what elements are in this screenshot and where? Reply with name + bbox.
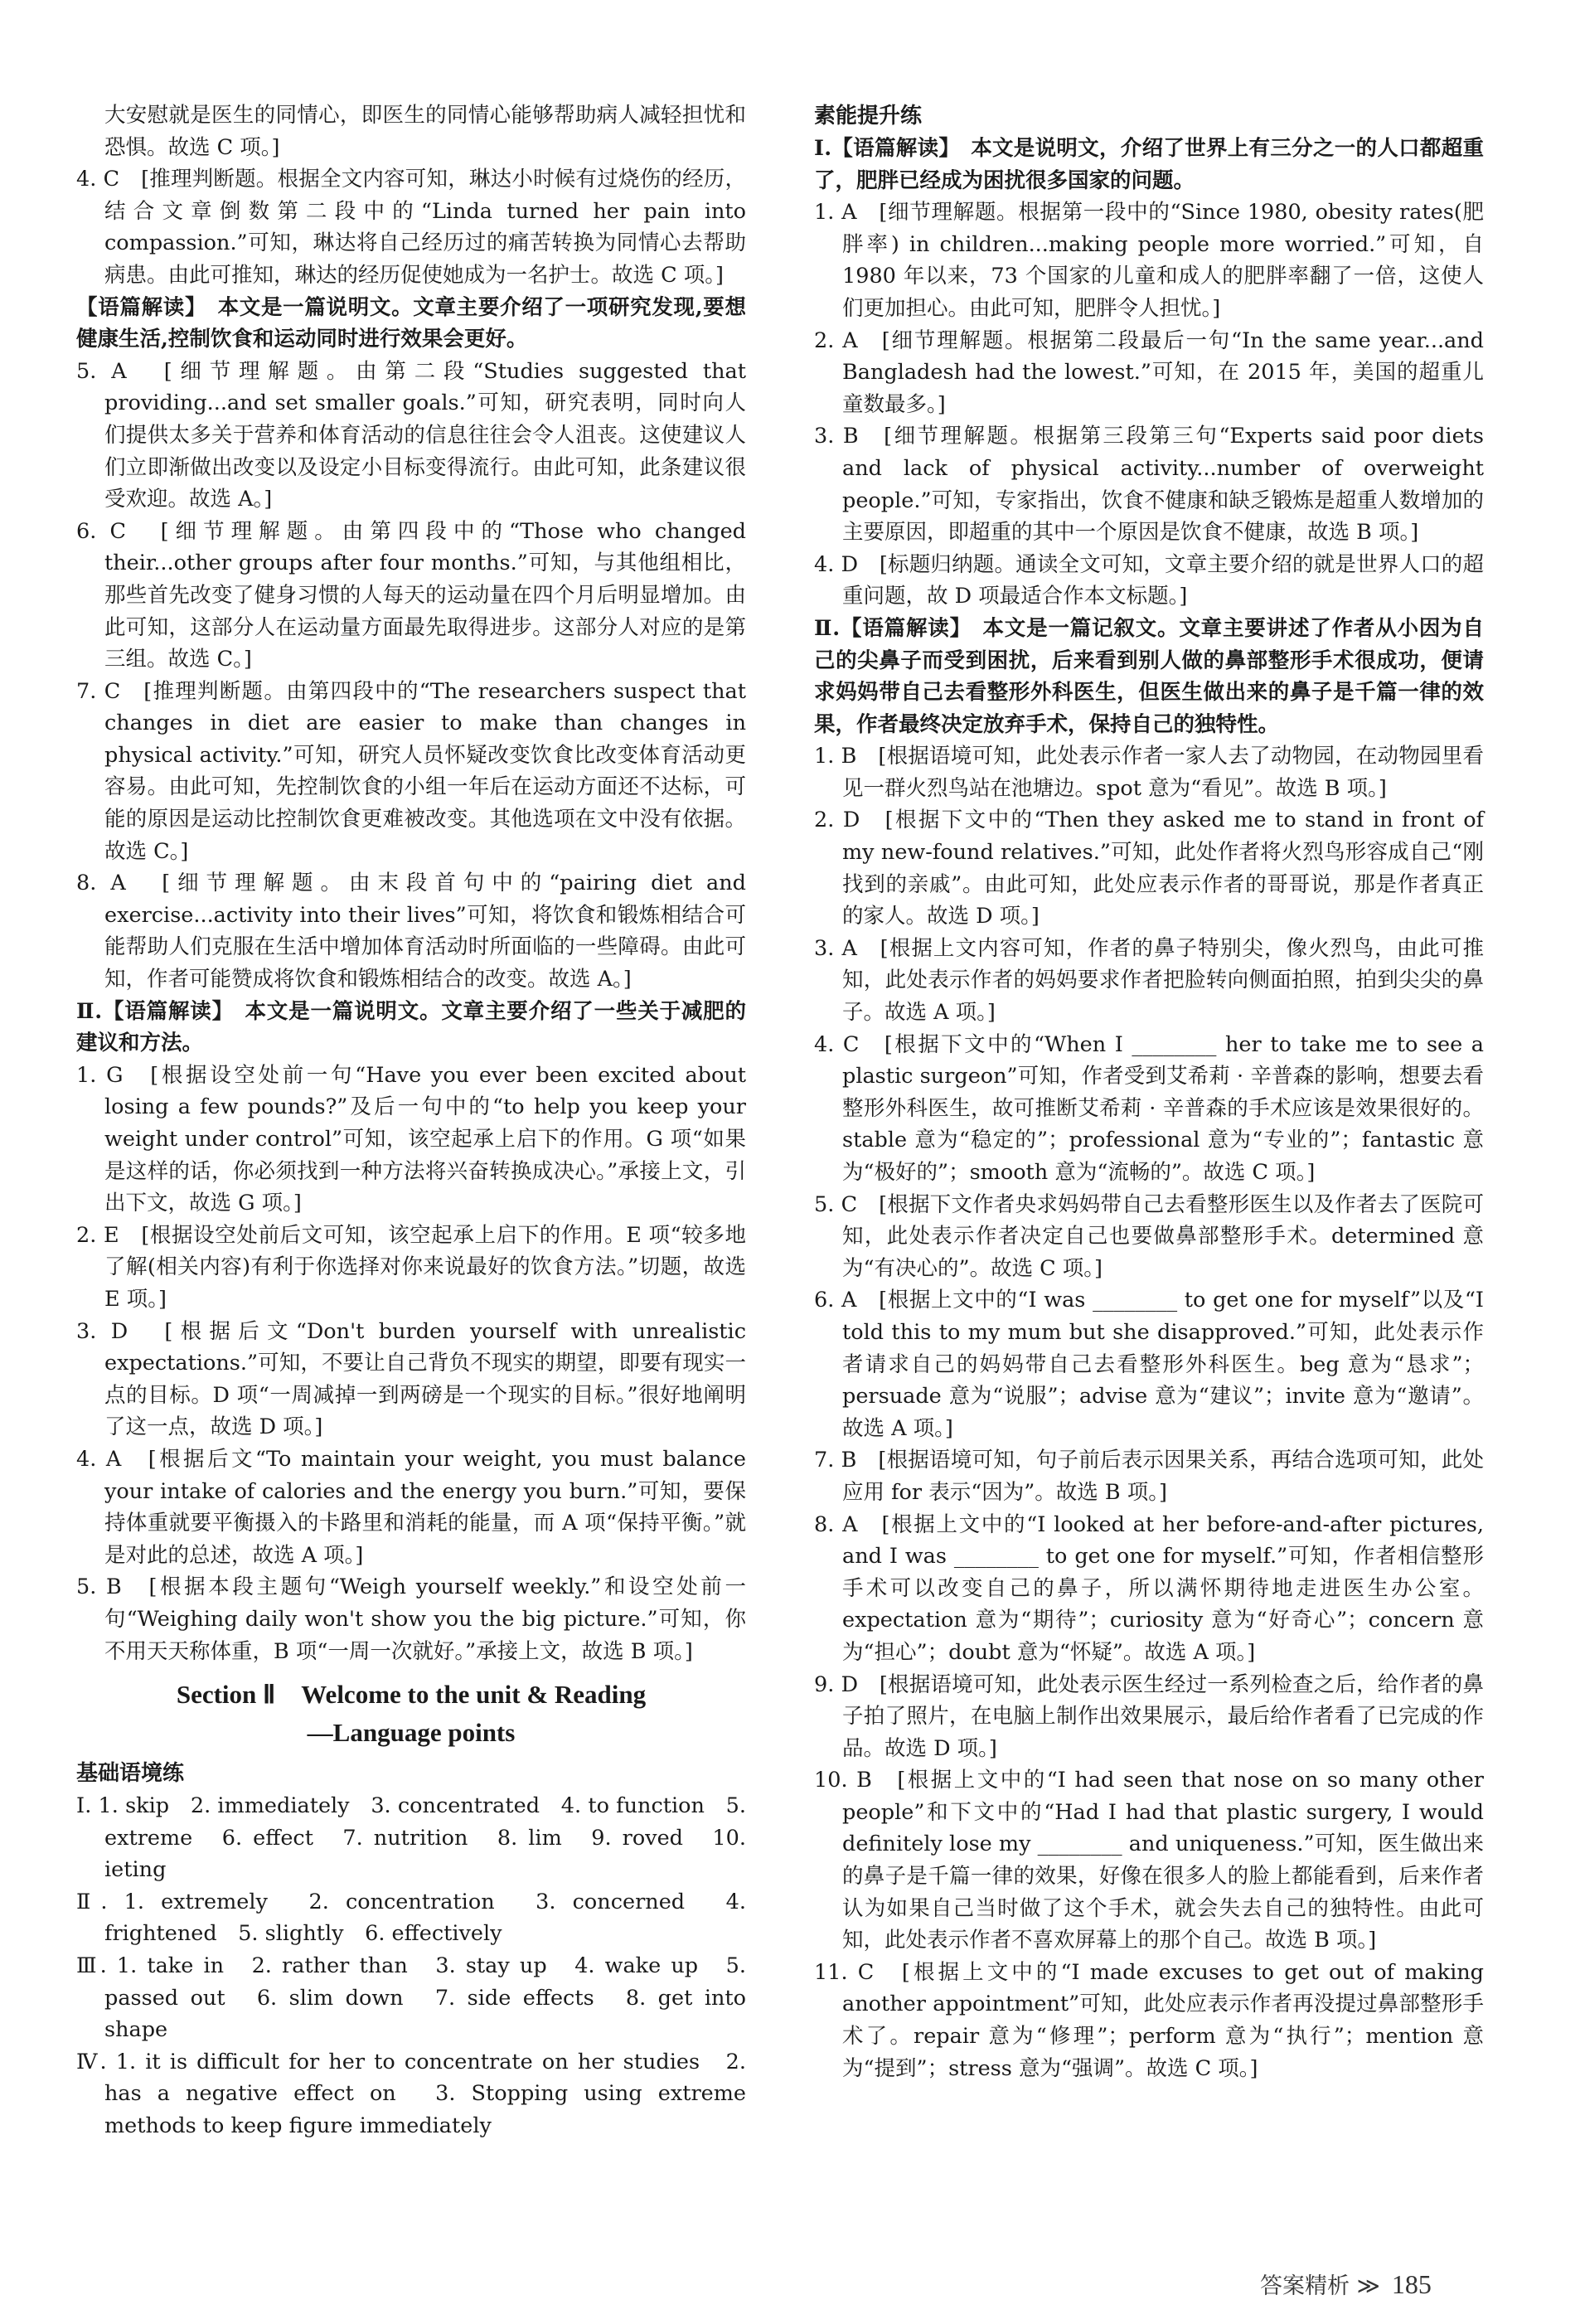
left-column [76,99,746,2142]
answer-item: 2. A [细节理解题。根据第二段最后一句“In the same year...and Bangladesh had the lowest.”可知，在 2015 年，美国的超重儿童数最多。] [814,327,1484,417]
answer-item: 5. A [细节理解题。由第二段“Studies suggested that providing...and set smaller goals.”可知，研究表明，同时向人们提供太多关于营养和体育活动的信息往往会令人沮丧。这使建议人们立即渐做出改变以及设定小目标变得流行。由此可知，此条建议很受欢迎。故选 A。] [76,358,746,512]
answer-item: 4. A [根据后文“To maintain your weight, you must balance your intake of calories and the energy you burn.”可知，要保持体重就要平衡摄入的卡路里和消耗的能量，而 A 项“保持平衡。”就是对此的总述，故选 A 项。] [76,1446,746,1568]
section-title: Section Ⅱ Welcome to the unit & Reading [176,1680,647,1710]
answer-item: 9. D [根据语境可知，此处表示医生经过一系列检查之后，给作者的鼻子拍了照片，在电脑上制作出效果展示，最后给作者看了已完成的作品。故选 D 项。] [814,1671,1484,1761]
answer-item: 5. C [根据下文作者央求妈妈带自己去看整形医生以及作者去了医院可知，此处表示作者决定自己也要做鼻部整形手术。determined 意为“有决心的”。故选 C 项。] [814,1191,1484,1281]
page-number: 185 [1391,2269,1432,2299]
answer-item: 4. C [根据下文中的“When I ________ her to take me to see a plastic surgeon”可知，作者受到艾希莉 · 辛普森的影响，想要去看整形外科医生，故可推断艾希莉 · 辛普森的手术应该是效果很好的。stable 意为“稳定的”；professional 意为“专业的”；fantastic 意为“极好的”；smooth 意为“流畅的”。故选 C 项。] [814,1031,1484,1185]
answer-item: 4. D [标题归纳题。通读全文可知，文章主要介绍的就是世界人口的超重问题，故 D 项最适合作本文标题。] [814,551,1484,609]
answer-item: 1. G [根据设空处前一句“Have you ever been excited about losing a few pounds?”及后一句中的“to help you keep your weight under control”可知，该空起承上启下的作用。G 项“如果是这样的话，你必须找到一种方法将兴奋转换成决心。”承接上文，引出下文，故选 G 项。] [76,1062,746,1216]
answer-item: 6. A [根据上文中的“I was ________ to get one for myself”以及“I told this to my mum but she disapproved.”可知，此处表示作者请求自己的妈妈带自己去看整形外科医生。beg 意为“恳求”；persuade 意为“说服”；advise 意为“建议”；invite 意为“邀请”。故选 A 项。] [814,1288,1484,1441]
answer-item: 8. A [根据上文中的“I looked at her before-and-after pictures, and I was ________ to get one for myself.”可知，作者相信整形手术可以改变自己的鼻子，所以满怀期待地走进医生办公室。expectation 意为“期待”；curiosity 意为“好奇心”；concern 意为“担心”；doubt 意为“怀疑”。故选 A 项。] [814,1511,1484,1665]
answer-item: 1. A [细节理解题。根据第一段中的“Since 1980, obesity rates(肥胖率) in children...making people more worried.”可知，自 1980 年以来，73 个国家的儿童和成人的肥胖率翻了一倍，这使人们更加担心。由此可知，肥胖令人担忧。] [814,200,1484,321]
answer-item: 1. B [根据语境可知，此处表示作者一家人去了动物园，在动物园里看见一群火烈鸟站在池塘边。spot 意为“看见”。故选 B 项。] [814,744,1484,801]
answer-item: 11. C [根据上文中的“I made excuses to get out of making another appointment”可知，此处应表示作者再没提过鼻部整形手术了。repair 意为“修理”；perform 意为“执行”；mention 意为“提到”；stress 意为“强调”。故选 C 项。] [814,1959,1484,2081]
exercise-heading: 素能提升练 [814,104,923,129]
section-subtitle: —Language points [307,1718,516,1748]
passage-summary: 【语篇解读】 本文是一篇说明文。文章主要介绍了一项研究发现,要想健康生活,控制饮食和运动同时进行效果会更好。 [76,294,746,352]
answer-item: 7. B [根据语境可知，句子前后表示因果关系，再结合选项可知，此处应用 for 表示“因为”。故选 B 项。] [814,1448,1484,1505]
vocab-answers: Ⅳ. 1. it is difficult for her to concentrate on her studies 2. has a negative effect on 3. Stopping using extreme methods to keep figure immediately [76,2049,746,2139]
page-footer [1260,2268,1432,2300]
answer-item: 大安慰就是医生的同情心，即医生的同情心能够帮助病人减轻担忧和恐惧。故选 C 项。] [104,103,746,160]
vocab-answers: Ⅲ. 1. take in 2. rather than 3. stay up 4. wake up 5. passed out 6. slim down 7. side effects 8. get into shape [76,1953,746,2043]
answer-item: 3. B [细节理解题。根据第三段第三句“Experts said poor diets and lack of physical activity...number of overweight people.”可知，专家指出，饮食不健康和缺乏锻炼是超重人数增加的主要原因，即超重的其中一个原因是饮食不健康，故选 B 项。] [814,424,1484,546]
answer-item: 7. C [推理判断题。由第四段中的“The researchers suspect that changes in diet are easier to make than changes in physical activity.”可知，研究人员怀疑改变饮食比改变体育活动更容易。由此可知，先控制饮食的小组一年后在运动方面还不达标，可能的原因是运动比控制饮食更难被改变。其他选项在文中没有依据。故选 C。] [76,678,746,864]
answer-item: 2. E [根据设空处前后文可知，该空起承上启下的作用。E 项“较多地了解(相关内容)有利于你选择对你来说最好的饮食方法。”切题，故选 E 项。] [76,1222,746,1312]
answer-item: 8. A [细节理解题。由末段首句中的“pairing diet and exercise...activity into their lives”可知，将饮食和锻炼相结合可能帮助人们克服在生活中增加体育活动时所面临的一些障碍。由此可知，作者可能赞成将饮食和锻炼相结合的改变。故选 A。] [76,871,746,992]
footer-label: 答案精析 ≫ [1260,2273,1380,2299]
passage-summary: Ⅱ.【语篇解读】 本文是一篇说明文。文章主要介绍了一些关于减肥的建议和方法。 [76,998,746,1056]
passage-summary: Ⅱ.【语篇解读】 本文是一篇记叙文。文章主要讲述了作者从小因为自己的尖鼻子而受到困扰，后来看到别人做的鼻部整形手术很成功，便请求妈妈带自己去看整形外科医生，但医生做出来的鼻子是千篇一律的效果，作者最终决定放弃手术，保持自己的独特性。 [814,615,1484,737]
answer-item: 3. A [根据上文内容可知，作者的鼻子特别尖，像火烈鸟，由此可推知，此处表示作者的妈妈要求作者把脸转向侧面拍照，拍到尖尖的鼻子。故选 A 项。] [814,935,1484,1026]
right-column [814,99,1484,2084]
answer-item: 4. C [推理判断题。根据全文内容可知，琳达小时候有过烧伤的经历，结合文章倒数第二段中的“Linda turned her pain into compassion.”可知，琳达将自己经历过的痛苦转换为同情心去帮助病患。由此可推知，琳达的经历促使她成为一名护士。故选 C 项。] [76,167,746,288]
answer-item: 3. D [根据后文“Don't burden yourself with unrealistic expectations.”可知，不要让自己背负不现实的期望，即要有现实一点的目标。D 项“一周减掉一到两磅是一个现实的目标。”很好地阐明了这一点，故选 D 项。] [76,1318,746,1440]
exercise-heading: 基础语境练 [76,1761,185,1787]
vocab-answers: Ⅰ. 1. skip 2. immediately 3. concentrated 4. to function 5. extreme 6. effect 7. nutrition 8. lim 9. roved 10. ieting [76,1793,746,1883]
answer-item: 2. D [根据下文中的“Then they asked me to stand in front of my new-found relatives.”可知，此处作者将火烈鸟形容成自己“刚找到的亲戚”。由此可知，此处应表示作者的哥哥说，那是作者真正的家人。故选 D 项。] [814,808,1484,929]
answer-item: 10. B [根据上文中的“I had seen that nose on so many other people”和下文中的“Had I had that plastic surgery, I would definitely lose my ________ and uniqueness.”可知，医生做出来的鼻子是千篇一律的效果，好像在很多人的脸上都能看到，后来作者认为如果自己当时做了这个手术，就会失去自己的独特性。由此可知，此处表示作者不喜欢屏幕上的那个自己。故选 B 项。] [814,1768,1484,1953]
answer-item: 6. C [细节理解题。由第四段中的“Those who changed their...other groups after four months.”可知，与其他组相比，那些首先改变了健身习惯的人每天的运动量在四个月后明显增加。由此可知，这部分人在运动量方面最先取得进步。这部分人对应的是第三组。故选 C。] [76,518,746,672]
passage-summary: Ⅰ.【语篇解读】 本文是说明文，介绍了世界上有三分之一的人口都超重了，肥胖已经成为困扰很多国家的问题。 [814,136,1484,193]
vocab-answers: Ⅱ. 1. extremely 2. concentration 3. concerned 4. frightened 5. slightly 6. effectively [76,1889,746,1947]
answer-item: 5. B [根据本段主题句“Weigh yourself weekly.”和设空处前一句“Weighing daily won't show you the big picture.”可知，你不用天天称体重，B 项“一周一次就好。”承接上文，故选 B 项。] [76,1574,746,1664]
